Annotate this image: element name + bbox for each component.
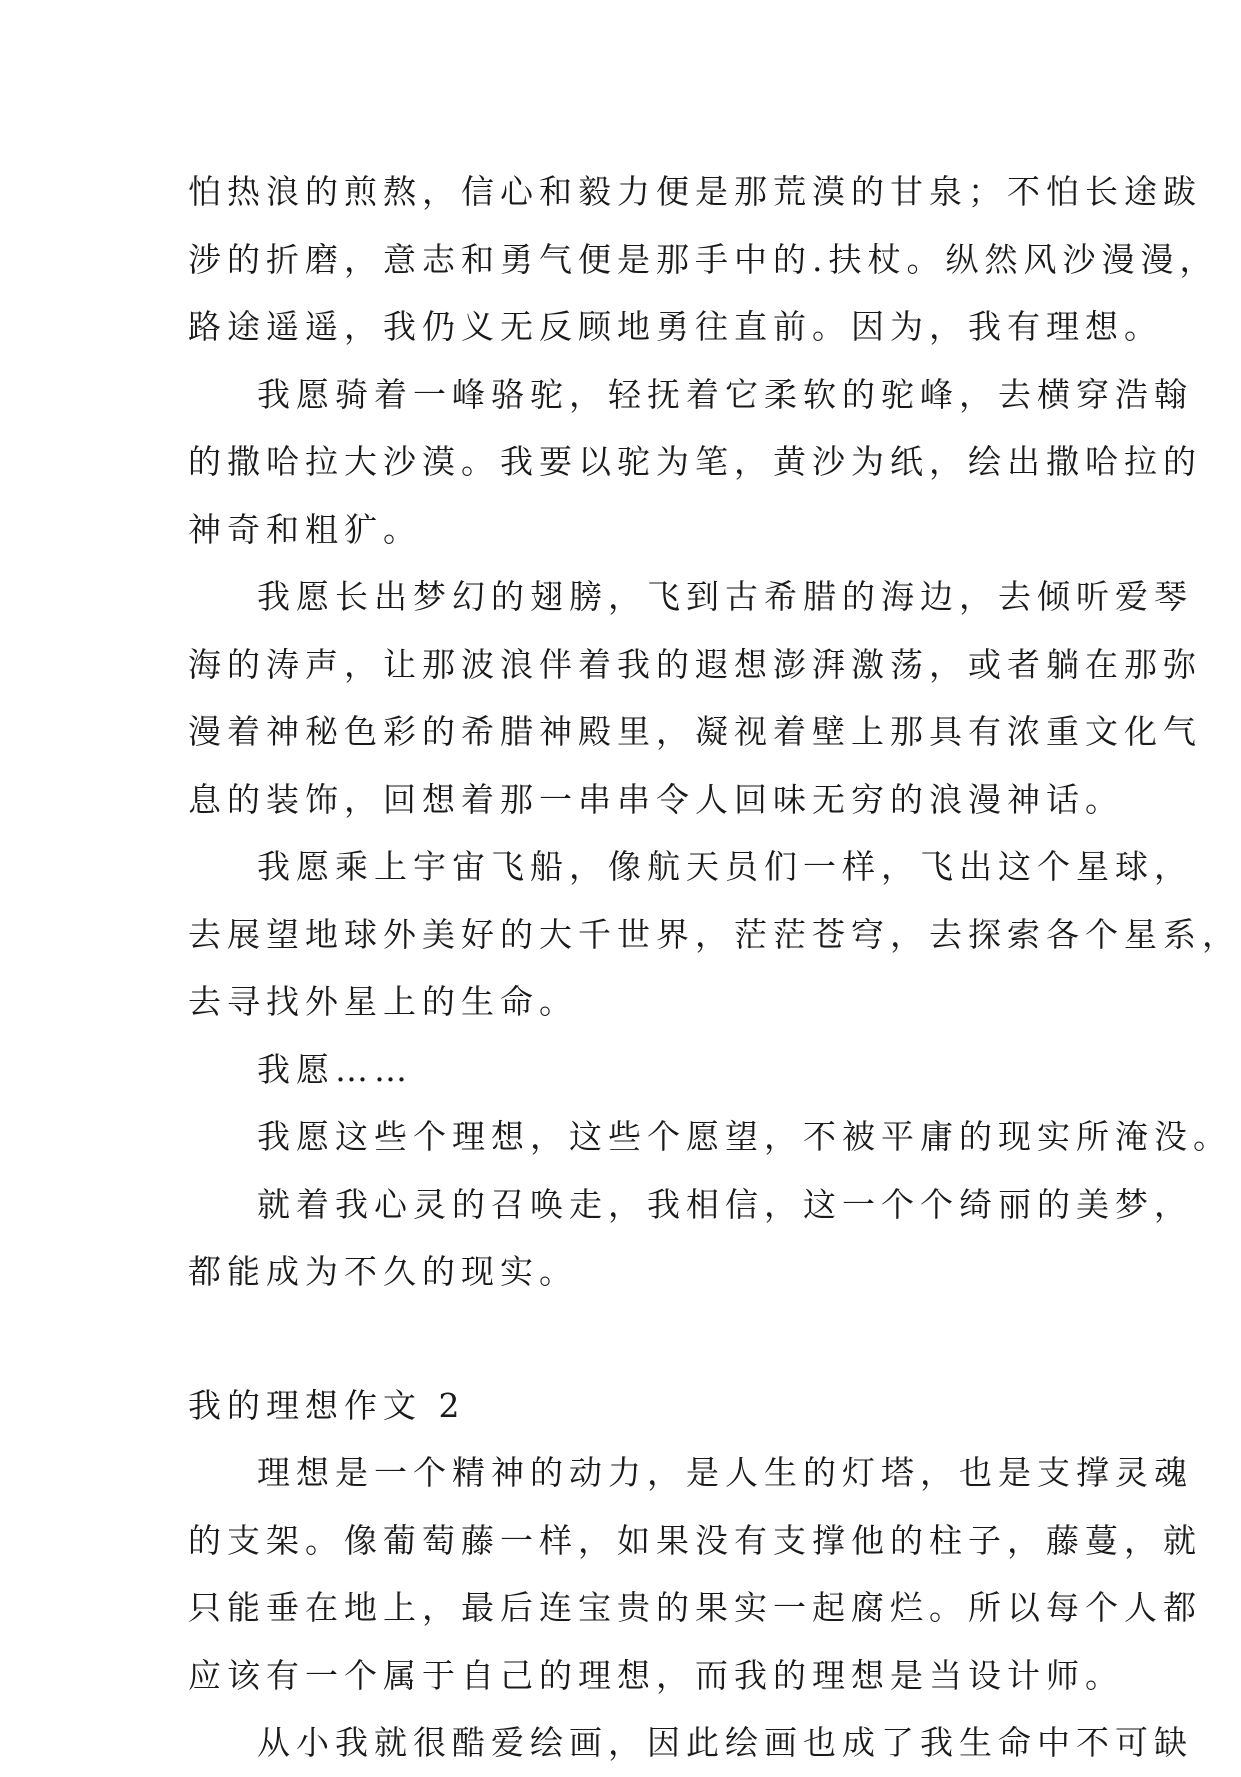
text-line: 涉的折磨，意志和勇气便是那手中的.扶杖。纵然风沙漫漫， (188, 239, 1219, 279)
paragraph-first-line: 我愿骑着一峰骆驼，轻抚着它柔软的驼峰，去横穿浩翰 (257, 374, 1193, 414)
section-title: 我的理想作文 2 (188, 1385, 466, 1425)
paragraph-first-line: 我愿这些个理想，这些个愿望，不被平庸的现实所淹没。 (257, 1117, 1232, 1156)
text-line: 怕热浪的煎熬，信心和毅力便是那荒漠的甘泉；不怕长途跋 (188, 172, 1202, 211)
text-line: 漫着神秘色彩的希腊神殿里，凝视着壁上那具有浓重文化气 (188, 712, 1202, 751)
text-line: 的撒哈拉大沙漠。我要以驼为笔，黄沙为纸，绘出撒哈拉的 (188, 442, 1202, 481)
document-body (188, 158, 1241, 1777)
text-line: 神奇和粗犷。 (188, 509, 422, 549)
paragraph-first-line: 就着我心灵的召唤走，我相信，这一个个绮丽的美梦， (257, 1184, 1193, 1224)
text-line: 去展望地球外美好的大千世界，茫茫苍穹，去探索各个星系， (188, 914, 1241, 954)
paragraph-first-line: 我愿长出梦幻的翅膀，飞到古希腊的海边，去倾听爱琴 (257, 577, 1193, 616)
text-line: 只能垂在地上，最后连宝贵的果实一起腐烂。所以每个人都 (188, 1588, 1202, 1627)
text-line: 海的涛声，让那波浪伴着我的遐想澎湃激荡，或者躺在那弥 (188, 644, 1202, 684)
text-line: 都能成为不久的现实。 (188, 1252, 578, 1291)
text-line: 息的装饰，回想着那一串串令人回味无穷的浪漫神话。 (188, 779, 1124, 819)
text-line: 去寻找外星上的生命。 (188, 982, 578, 1021)
text-line: 路途遥遥，我仍义无反顾地勇往直前。因为，我有理想。 (188, 307, 1163, 346)
text-line: 应该有一个属于自己的理想，而我的理想是当设计师。 (188, 1655, 1124, 1695)
text-line: 的支架。像葡萄藤一样，如果没有支撑他的柱子，藤蔓，就 (188, 1520, 1202, 1560)
section-spacer (188, 1306, 1068, 1372)
paragraph-first-line: 我愿乘上宇宙飞船，像航天员们一样，飞出这个星球， (257, 847, 1193, 886)
paragraph-first-line: 从小我就很酷爱绘画，因此绘画也成了我生命中不可缺 (257, 1723, 1193, 1762)
paragraph-first-line: 理想是一个精神的动力，是人生的灯塔，也是支撑灵魂 (257, 1453, 1193, 1492)
paragraph-first-line: 我愿…… (257, 1049, 413, 1089)
